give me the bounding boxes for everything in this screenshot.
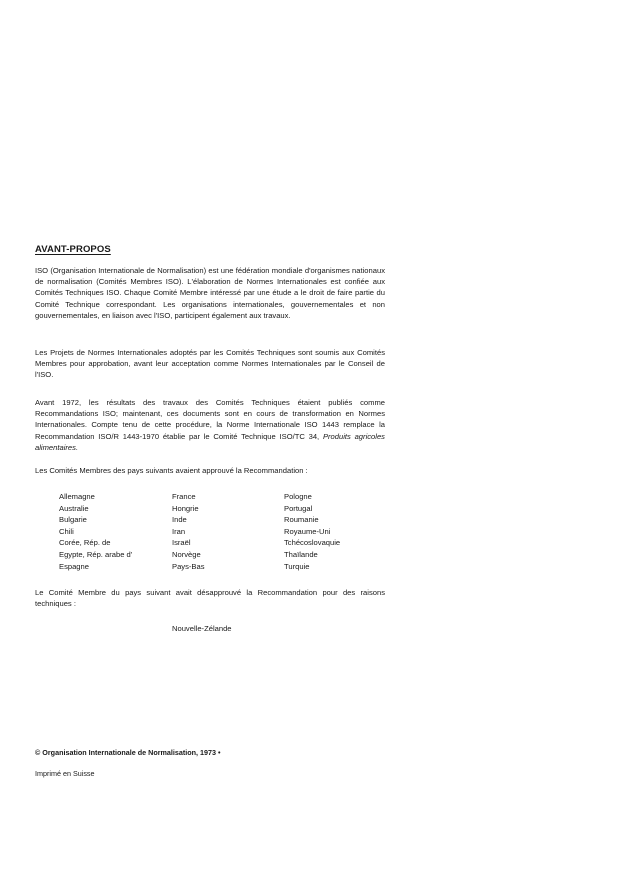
adoption-paragraph: Les Projets de Normes Internationales adoptés par les Comités Techniques sont soumis aux Comités Membres pour approbation, avant leur acceptation comme Normes Internationales par le Conseil de l'ISO. [35,348,385,380]
country-item: Hongrie [172,503,199,513]
country-item: Iran [172,526,186,536]
country-item: Roumanie [284,515,319,525]
country-item: Espagne [59,561,89,571]
printed-in: Imprimé en Suisse [35,769,95,778]
country-item: Royaume-Uni [284,526,331,536]
history-paragraph [35,397,385,453]
copyright-notice: © Organisation Internationale de Normalisation, 1973 • [35,748,221,757]
country-item: Thaïlande [284,549,318,559]
country-item: Turquie [284,561,310,571]
country-item: Australie [59,503,89,513]
history-text: Avant 1972, les résultats des travaux des Comités Techniques étaient publiés comme Recommandations ISO; maintenant, ces documents sont en cours de transformation en Normes Internationales. Compte tenu de cette procédure, la Norme Internationale ISO 1443 remplace la Recommandation ISO/R 1443-1970 établie par le Comité Technique ISO/TC 34, [35,398,385,441]
country-item: France [172,492,196,501]
country-item: Chili [59,526,74,536]
section-heading: AVANT-PROPOS [35,244,111,255]
country-item: Tchécoslovaquie [284,538,341,548]
committee-title: Produits agricoles alimentaires. [35,431,385,452]
country-item: Bulgarie [59,515,87,525]
country-item: Egypte, Rép. arabe d' [59,549,133,559]
country-item: Pays-Bas [172,561,205,571]
country-item: Norvège [172,549,201,559]
approval-paragraph: Les Comités Membres des pays suivants avaient approuvé la Recommandation : [35,466,308,475]
intro-paragraph: ISO (Organisation Internationale de Normalisation) est une fédération mondiale d'organismes nationaux de normalisation (Comités Membres ISO). L'élaboration de Normes Internationales est confiée aux Comités Techniques ISO. Chaque Comité Membre intéressé par une étude a le droit de faire partie du Comité Technique correspondant. Les organisations internationales, gouvernementales et non gouvernementales, en liaison avec l'ISO, participent également aux travaux. [35,266,385,320]
country-item: Portugal [284,503,313,513]
country-item: Inde [172,515,187,525]
disapproval-paragraph: Le Comité Membre du pays suivant avait désapprouvé la Recommandation pour des raisons techniques : [35,588,385,609]
countries-column-3 [284,491,404,572]
countries-column-1 [59,491,179,572]
country-item: Allemagne [59,492,95,501]
country-item: Israël [172,538,191,548]
countries-column-2 [172,491,292,572]
disapproving-country: Nouvelle-Zélande [172,624,232,633]
country-item: Corée, Rép. de [59,538,111,548]
country-item: Pologne [284,492,312,501]
